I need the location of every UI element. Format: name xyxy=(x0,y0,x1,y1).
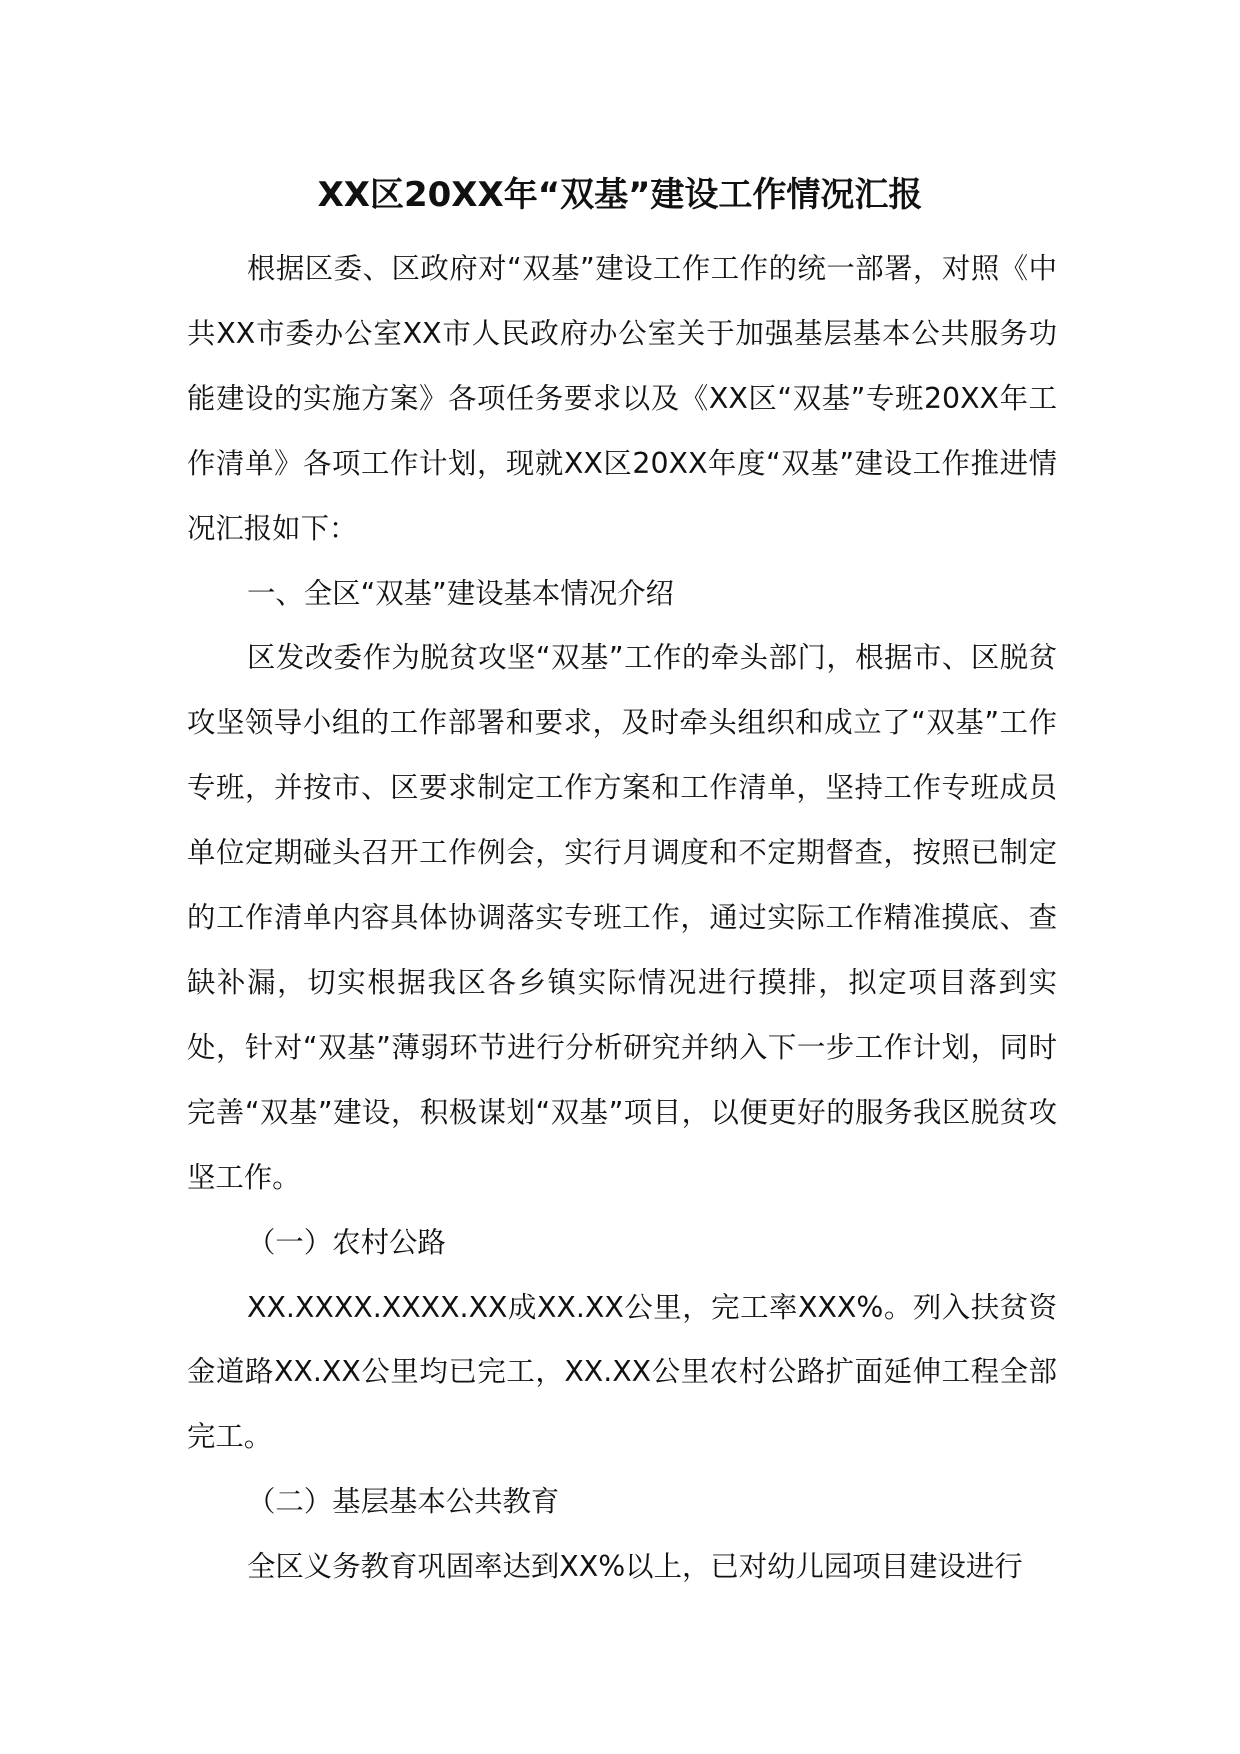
section-heading-overview: 一、全区“双基”建设基本情况介绍 xyxy=(247,576,674,610)
document-body xyxy=(187,237,1057,1600)
subsection-heading-rural-roads: （一）农村公路 xyxy=(247,1225,446,1259)
subsection-heading-education: （二）基层基本公共教育 xyxy=(247,1485,560,1519)
document-title: XX区20XX年“双基”建设工作情况汇报 xyxy=(317,175,923,215)
education-paragraph: 全区义务教育巩固率达到XX%以上，已对幼儿园项目建设进行 xyxy=(247,1550,1023,1584)
overview-paragraph: 区发改委作为脱贫攻坚“双基”工作的牵头部门，根据市、区脱贫攻坚领导小组的工作部署和要求，及时牵头组织和成立了“双基”工作专班，并按市、区要求制定工作方案和工作清单，坚持工作专班成员单位定期碰头召开工作例会，实行月调度和不定期督查，按照已制定的工作清单内容具体协调落实专班工作，通过实际工作精准摸底、查缺补漏，切实根据我区各乡镇实际情况进行摸排，拟定项目落到实处，针对“双基”薄弱环节进行分析研究并纳入下一步工作计划，同时完善“双基”建设，积极谋划“双基”项目，以便更好的服务我区脱贫攻坚工作。 xyxy=(187,641,1057,1194)
rural-roads-paragraph: XX.XXXX.XXXX.XX成XX.XX公里，完工率XXX%。列入扶贫资金道路XX.XX公里均已完工，XX.XX公里农村公路扩面延伸工程全部完工。 xyxy=(187,1290,1057,1454)
intro-paragraph: 根据区委、区政府对“双基”建设工作工作的统一部署，对照《中共XX市委办公室XX市人民政府办公室关于加强基层基本公共服务功能建设的实施方案》各项任务要求以及《XX区“双基”专班20XX年工作清单》各项工作计划，现就XX区20XX年度“双基”建设工作推进情况汇报如下： xyxy=(187,252,1057,545)
